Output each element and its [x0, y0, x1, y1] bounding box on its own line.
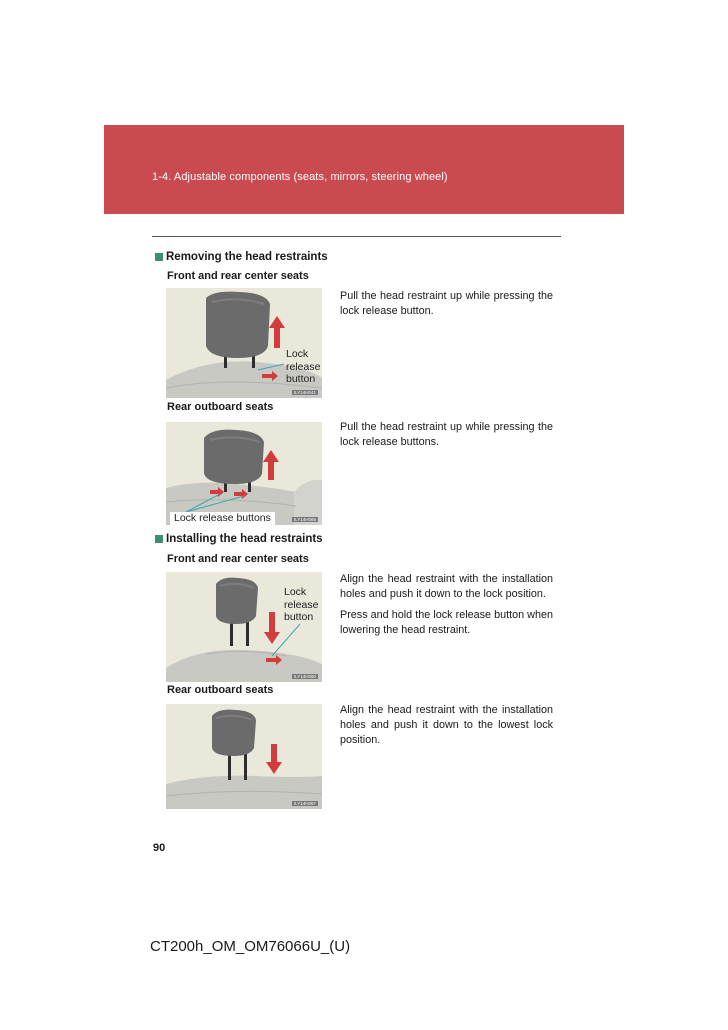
callout-lock-release-buttons: Lock release buttons	[170, 512, 275, 525]
instruction-text: Pull the head restraint up while pressing the lock release button.	[340, 290, 553, 317]
figure-install-outboard	[166, 704, 322, 809]
section-heading-installing	[155, 533, 323, 545]
figure-code: ILY14H090	[293, 674, 316, 679]
instruction-remove-outboard	[340, 420, 553, 456]
instruction-text: Align the head restraint with the installation holes and push it down to the lock position.	[340, 573, 553, 600]
subheading-rear-outboard-removing: Rear outboard seats	[167, 401, 274, 413]
instruction-install-outboard	[340, 703, 553, 754]
section-marker-icon	[155, 535, 163, 543]
subheading-front-rear-center-removing: Front and rear center seats	[167, 270, 309, 282]
instruction-text: Align the head restraint with the installation holes and push it down to the lowest lock position.	[340, 704, 553, 746]
figure-code: ILY14H041	[293, 390, 316, 395]
instruction-text: Press and hold the lock release button when lowering the head restraint.	[340, 609, 553, 636]
section-heading-text: Removing the head restraints	[166, 251, 328, 263]
section-heading-removing	[155, 251, 328, 263]
subheading-front-rear-center-installing: Front and rear center seats	[167, 553, 309, 565]
instruction-remove-center	[340, 289, 553, 325]
section-heading-text: Installing the head restraints	[166, 533, 323, 545]
section-marker-icon	[155, 253, 163, 261]
document-id: CT200h_OM_OM76066U_(U)	[150, 938, 351, 955]
chapter-title: 1-4. Adjustable components (seats, mirrors, steering wheel)	[152, 171, 448, 183]
figure-remove-center	[166, 288, 322, 398]
page-number: 90	[153, 842, 166, 854]
chapter-header-band	[104, 125, 624, 214]
callout-lock-release-button: Lock release button	[284, 586, 319, 623]
figure-code: ILY14H066	[293, 517, 316, 522]
callout-lock-release-button: Lock release button	[286, 348, 321, 385]
subheading-rear-outboard-installing: Rear outboard seats	[167, 684, 274, 696]
header-rule	[152, 236, 561, 237]
figure-install-center	[166, 572, 322, 682]
instruction-install-center	[340, 572, 553, 644]
figure-code: ILY14H067	[293, 801, 316, 806]
instruction-text: Pull the head restraint up while pressing the lock release buttons.	[340, 421, 553, 448]
figure-remove-outboard	[166, 422, 322, 525]
